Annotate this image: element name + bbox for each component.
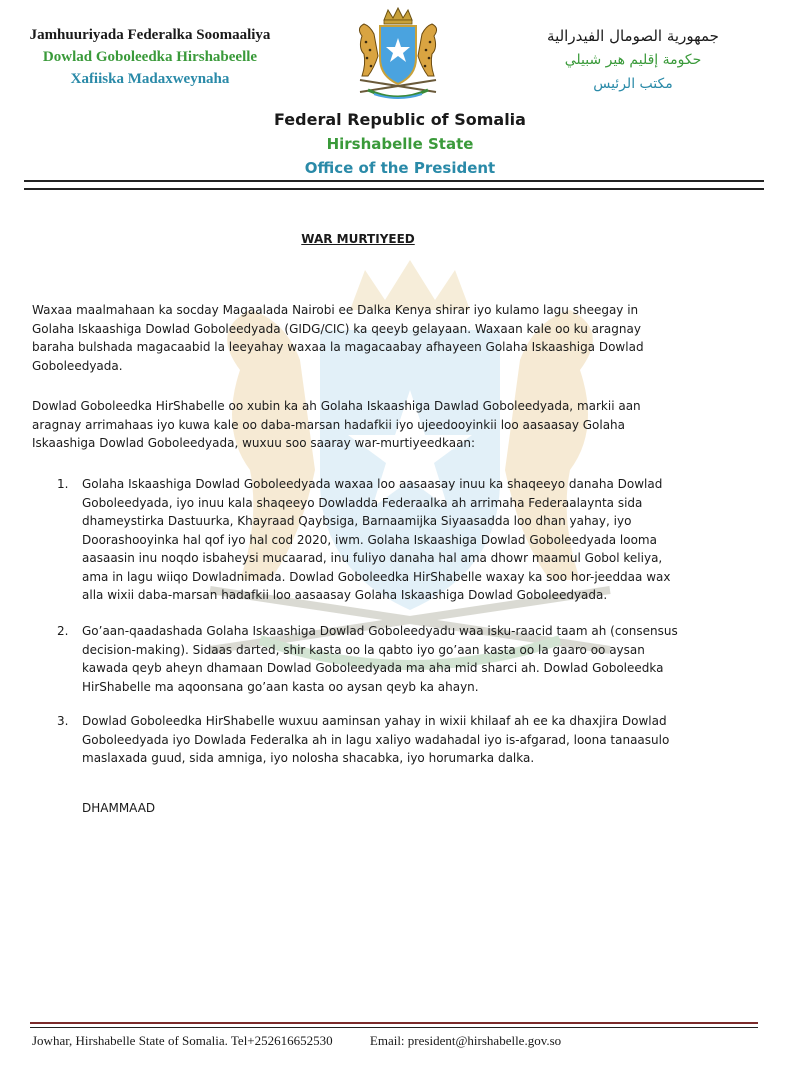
paragraph-2: Dowlad Goboleedka HirShabelle oo xubin ka ah Golaha Iskaashiga Dawlad Goboleedyada, markii aan aragnay arrimahaas iyo kuwa kale oo daba-marsan hadafkii iyo ujeedooyinkii loo aasaasay Golaha Iskaashiga Dowlad Goboleedyada, wuxuu soo saaray war-murtiyeedkaan:	[32, 399, 641, 450]
list-item-number: 3.	[57, 714, 69, 728]
header-left-line2: Dowlad Goboleedka Hirshabeelle	[42, 49, 258, 65]
header-right-line2: حكومة إقليم هير شبيلي	[564, 52, 702, 68]
paragraph-1: Waxaa maalmahaan ka socday Magaalada Nairobi ee Dalka Kenya shirar iyo kulamo lagu sheegay in Golaha Iskaashiga Dowlad Goboleedyada (GIDG/CIC) ka qeeyb gelayaan. Waxaan kale oo ku aragnay baraha bulshada magacaabid la leeyahay waxaa la magacaabay afhayeen Golaha Iskaashiga Dowlad Goboleedyada.	[32, 303, 644, 373]
header-left-line3: Xafiiska Madaxweynaha	[70, 71, 230, 87]
footer-address: Jowhar, Hirshabelle State of Somalia. Tel+25261665​2530	[32, 1033, 333, 1048]
header-center-line3: Office of the President	[304, 159, 496, 177]
list-item-text: Dowlad Goboleedka HirShabelle wuxuu aaminsan yahay in wixii khilaaf ah ee ka dhaxjira Dowlad Goboleedyada iyo Dowlada Federalka ah in lagu xaliyo wadahadal iyo is-afgarad, loona tanaasulo maslaxada guud, sida amniga, iyo nolosha shacabka, iyo horumarka dalka.	[82, 714, 670, 765]
header-right-line3: مكتب الرئيس	[593, 76, 673, 92]
closing-text: DHAMMAAD	[82, 801, 156, 815]
footer-divider	[30, 1022, 758, 1028]
header-center-block	[200, 108, 600, 180]
header-right-block	[518, 24, 748, 96]
header-left-line1: Jamhuuriyada Federalka Soomaaliya	[29, 27, 271, 43]
list-item-text: Golaha Iskaashiga Dowlad Goboleedyada waxaa loo aasaasay inuu ka shaqeeyo danaha Dowlad Goboleedyada, iyo inuu kala shaqeeyo Dowladda Federaalka ah arrimaha Federaalaynta sida dhameystirka Dastuurka, Khayraad Qaybsiga, Barnaamijka Siyaasadda loo dhan yahay, iyo Doorashooyinka hal qof iyo hal cod 2020, iwm. Golaha Iskaashiga Dowlad Goboleedyada looma aasaasin inu noqdo isbaheysi mucaarad, inu fuliyo danaha hal ama dhowr maamul Gobol keliya, ama in lagu wiiqo Dowladnimada. Dowlad Goboleedka HirShabelle waxay ka soo hor-jeeddaa wax alla wixii daba-marsan hadafkii loo aasaasay Golaha Iskaashiga Dowlad Goboleedyada.	[82, 477, 671, 602]
list-item-number: 2.	[57, 624, 69, 638]
footer	[32, 1033, 561, 1049]
list-item-text: Go’aan-qaadashada Golaha Iskaashiga Dowlad Goboleedyadu waa isku-raacid taam ah (consensus decision-making). Sidaas darted, shir kasta oo la qabto iyo go’aan kasta oo la gaaro oo aysan kawada qeyb aheyn dhamaan Dowlad Goboleedyada ma aha mid sharci ah. Dowlad Goboleedka HirShabelle ma aqoonsana go’aan kasta oo aysan qeyb ka ahayn.	[82, 624, 678, 694]
header-center-line2: Hirshabelle State	[326, 135, 474, 153]
somalia-coat-of-arms-icon	[344, 6, 452, 106]
document-title: WAR MURTIYEED	[301, 232, 415, 246]
header-left-block	[0, 24, 300, 90]
footer-email: Email: president@hirshabelle.gov.so	[369, 1033, 562, 1048]
list-item-number: 1.	[57, 477, 69, 491]
header-center-line1: Federal Republic of Somalia	[274, 110, 526, 129]
header-divider	[24, 180, 764, 190]
header-right-line1: جمهورية الصومال الفيدرالية	[547, 27, 719, 45]
